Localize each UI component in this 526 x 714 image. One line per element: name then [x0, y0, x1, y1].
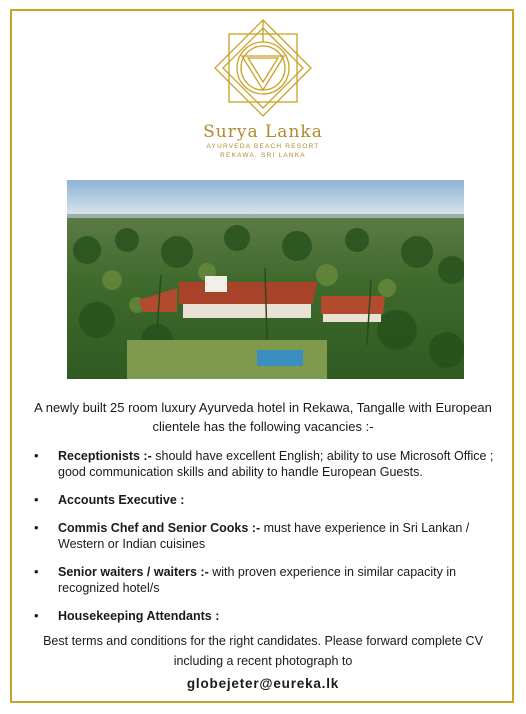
- vacancy-role: Senior waiters / waiters :-: [58, 565, 209, 579]
- mandala-logo-icon: [213, 18, 313, 118]
- vacancy-role: Commis Chef and Senior Cooks :-: [58, 521, 261, 535]
- bullet-icon: •: [34, 564, 39, 579]
- bullet-icon: •: [34, 520, 39, 535]
- brand-tagline: AYURVEDA BEACH RESORT: [206, 143, 320, 150]
- resort-aerial-photo: [67, 180, 464, 379]
- intro-text: A newly built 25 room luxury Ayurveda hotel in Rekawa, Tangalle with European clientele has the following vacancies :-: [34, 400, 492, 434]
- vacancy-role: Housekeeping Attendants :: [58, 609, 220, 623]
- vacancy-desc: must have experience in Sri Lankan / Western or Indian cuisines: [58, 521, 470, 551]
- vacancy-item: [28, 492, 508, 508]
- vacancy-desc: with proven experience in similar capacity in recognized hotel/s: [58, 565, 457, 595]
- brand-name: Surya Lanka: [203, 122, 323, 142]
- vacancy-item: [28, 608, 508, 624]
- bullet-icon: •: [34, 448, 39, 463]
- vacancy-role: Receptionists :-: [58, 449, 152, 463]
- closing-text: Best terms and conditions for the right candidates. Please forward complete CV including a recent photograph to: [43, 634, 483, 668]
- contact-email[interactable]: globejeter@eureka.lk: [186, 676, 340, 691]
- logo-block: [0, 18, 526, 160]
- vacancy-item: [28, 448, 508, 480]
- vacancy-list: [28, 448, 508, 636]
- brand-location: REKAWA, SRI LANKA: [220, 152, 306, 159]
- vacancy-role: Accounts Executive :: [58, 493, 185, 507]
- bullet-icon: •: [34, 608, 39, 623]
- bullet-icon: •: [34, 492, 39, 507]
- vacancy-item: [28, 564, 508, 596]
- vacancy-desc: should have excellent English; ability to use Microsoft Office ; good communication skills and ability to handle European Guests.: [58, 449, 494, 479]
- vacancy-item: [28, 520, 508, 552]
